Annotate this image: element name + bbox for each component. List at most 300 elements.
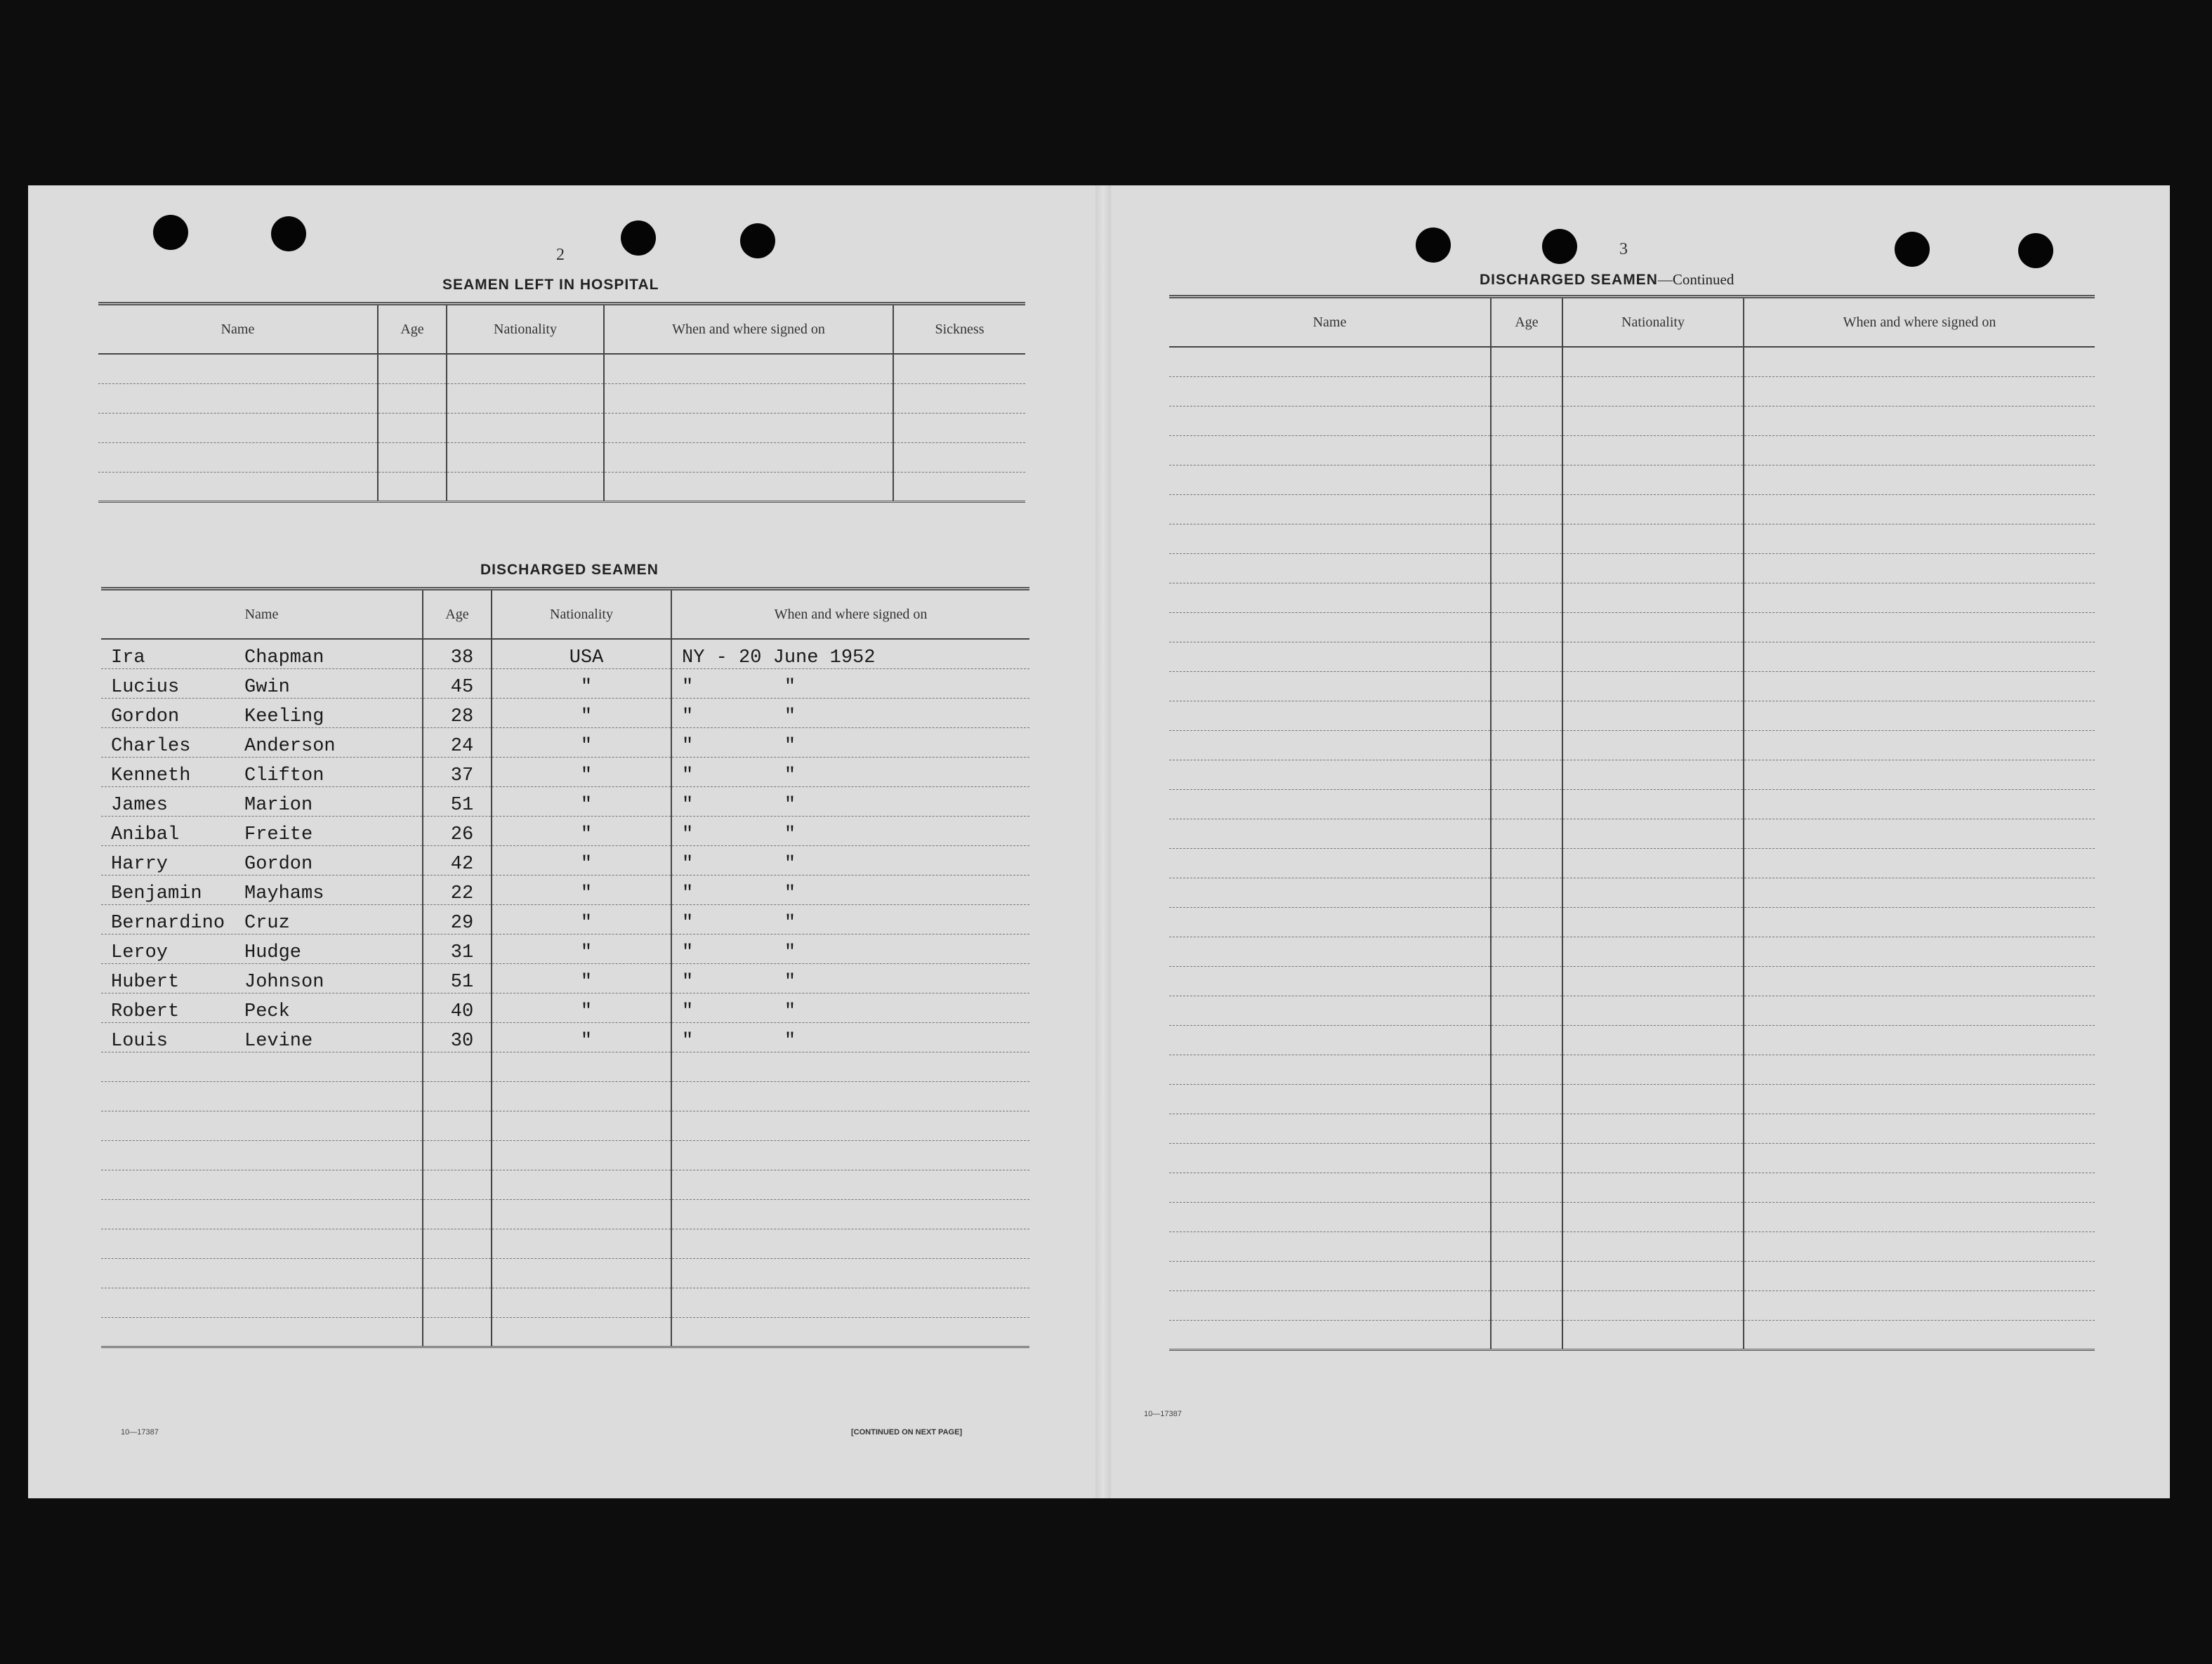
empty-cell	[1491, 1290, 1562, 1320]
table-row	[1169, 1290, 2095, 1320]
empty-cell	[1562, 553, 1744, 583]
empty-cell	[1169, 406, 1491, 435]
empty-cell	[1562, 819, 1744, 848]
seaman-nationality: "	[492, 993, 671, 1022]
empty-cell	[1169, 996, 1491, 1025]
empty-cell	[492, 1170, 671, 1199]
seaman-name	[101, 993, 423, 1022]
empty-cell	[1744, 524, 2095, 553]
empty-cell	[1491, 878, 1562, 907]
last-name: Levine	[244, 1030, 313, 1052]
seaman-nationality: "	[492, 1022, 671, 1052]
table-row	[101, 786, 1029, 816]
empty-cell	[1562, 1143, 1744, 1173]
empty-cell	[1562, 465, 1744, 494]
hospital-section-title: SEAMEN LEFT IN HOSPITAL	[442, 277, 659, 293]
seaman-nationality: "	[492, 727, 671, 757]
seaman-age: 51	[423, 786, 492, 816]
empty-cell	[1491, 1114, 1562, 1143]
empty-cell	[492, 1258, 671, 1288]
column-header-name: Name	[98, 304, 378, 355]
table-row	[101, 1022, 1029, 1052]
column-header-nationality: Nationality	[492, 589, 671, 640]
empty-cell	[1491, 1320, 1562, 1349]
table-row	[101, 1317, 1029, 1347]
table-row	[101, 993, 1029, 1022]
empty-cell	[1169, 465, 1491, 494]
table-row	[1169, 553, 2095, 583]
empty-cell	[1169, 878, 1491, 907]
last-name: Marion	[244, 794, 313, 816]
table-row	[1169, 1202, 2095, 1232]
empty-cell	[1169, 376, 1491, 406]
empty-cell	[492, 1052, 671, 1081]
column-header-signed-on: When and where signed on	[1744, 297, 2095, 348]
empty-cell	[101, 1140, 423, 1170]
table-row	[101, 1170, 1029, 1199]
empty-cell	[1562, 671, 1744, 701]
empty-cell	[1562, 1261, 1744, 1290]
empty-cell	[1744, 1290, 2095, 1320]
column-header-signed-on: When and where signed on	[671, 589, 1029, 640]
continued-note: [CONTINUED ON NEXT PAGE]	[851, 1428, 963, 1437]
first-name: Charles	[111, 735, 191, 757]
empty-cell	[1169, 583, 1491, 612]
empty-cell	[1744, 701, 2095, 730]
seaman-nationality: "	[492, 875, 671, 904]
last-name: Freite	[244, 824, 313, 845]
discharged-table	[101, 587, 1029, 1348]
last-name: Hudge	[244, 942, 302, 963]
empty-cell	[492, 1288, 671, 1317]
empty-cell	[1744, 1232, 2095, 1261]
table-row	[1169, 819, 2095, 848]
empty-cell	[1744, 878, 2095, 907]
empty-cell	[1562, 848, 1744, 878]
empty-cell	[1491, 1261, 1562, 1290]
empty-cell	[1744, 494, 2095, 524]
seaman-age: 38	[423, 639, 492, 668]
first-name: Benjamin	[111, 883, 202, 904]
empty-cell	[1169, 848, 1491, 878]
last-name: Anderson	[244, 735, 336, 757]
empty-cell	[1169, 1261, 1491, 1290]
seaman-signed-on: " "	[671, 845, 1029, 875]
empty-cell	[423, 1199, 492, 1229]
empty-cell	[1744, 406, 2095, 435]
table-row	[1169, 1261, 2095, 1290]
seaman-nationality: "	[492, 845, 671, 875]
empty-cell	[101, 1199, 423, 1229]
table-row	[101, 668, 1029, 698]
first-name: Robert	[111, 1001, 180, 1022]
table-row	[98, 354, 1025, 383]
seaman-age: 37	[423, 757, 492, 786]
table-row	[1169, 465, 2095, 494]
empty-cell	[1562, 878, 1744, 907]
empty-cell	[671, 1229, 1029, 1258]
first-name: Leroy	[111, 942, 169, 963]
table-row	[1169, 966, 2095, 996]
empty-cell	[1169, 494, 1491, 524]
seaman-nationality: "	[492, 757, 671, 786]
empty-cell	[1491, 671, 1562, 701]
empty-cell	[1562, 1320, 1744, 1349]
empty-cell	[1491, 465, 1562, 494]
table-row	[1169, 1232, 2095, 1261]
empty-cell	[1491, 730, 1562, 760]
table-row	[101, 904, 1029, 934]
empty-cell	[1562, 494, 1744, 524]
empty-cell	[1744, 789, 2095, 819]
table-row	[1169, 878, 2095, 907]
empty-cell	[1169, 642, 1491, 671]
last-name: Chapman	[244, 647, 324, 668]
empty-cell	[1169, 553, 1491, 583]
table-row	[101, 1199, 1029, 1229]
last-name: Johnson	[244, 971, 324, 993]
empty-cell	[492, 1111, 671, 1140]
empty-cell	[101, 1317, 423, 1347]
empty-cell	[1744, 730, 2095, 760]
table-row	[1169, 671, 2095, 701]
document-sheet	[28, 185, 2170, 1498]
empty-cell	[1562, 1025, 1744, 1055]
empty-cell	[1562, 701, 1744, 730]
empty-cell	[1491, 760, 1562, 789]
empty-cell	[1562, 1290, 1744, 1320]
empty-cell	[1491, 1055, 1562, 1084]
last-name: Gordon	[244, 853, 313, 875]
first-name: Harry	[111, 853, 169, 875]
empty-cell	[1491, 494, 1562, 524]
seaman-name	[101, 963, 423, 993]
empty-cell	[1169, 701, 1491, 730]
table-row	[1169, 1025, 2095, 1055]
empty-cell	[423, 1288, 492, 1317]
empty-cell	[101, 1258, 423, 1288]
empty-cell	[1169, 1114, 1491, 1143]
seaman-signed-on: " "	[671, 698, 1029, 727]
empty-cell	[1491, 819, 1562, 848]
empty-cell	[1744, 612, 2095, 642]
column-header-signed-on: When and where signed on	[604, 304, 893, 355]
empty-cell	[1562, 1202, 1744, 1232]
empty-cell	[1491, 583, 1562, 612]
table-row	[1169, 583, 2095, 612]
first-name: Lucius	[111, 676, 180, 698]
table-row	[101, 757, 1029, 786]
empty-cell	[1169, 347, 1491, 376]
table-row	[1169, 524, 2095, 553]
column-header-name: Name	[101, 589, 423, 640]
empty-cell	[1169, 1143, 1491, 1173]
empty-cell	[1744, 671, 2095, 701]
empty-cell	[1491, 612, 1562, 642]
empty-cell	[1169, 524, 1491, 553]
table-row	[98, 383, 1025, 413]
first-name: Kenneth	[111, 765, 191, 786]
seaman-signed-on: " "	[671, 816, 1029, 845]
empty-cell	[1744, 996, 2095, 1025]
empty-cell	[1491, 553, 1562, 583]
empty-cell	[1744, 1320, 2095, 1349]
seaman-age: 42	[423, 845, 492, 875]
table-row	[1169, 701, 2095, 730]
page-number: 2	[556, 246, 565, 264]
last-name: Keeling	[244, 706, 324, 727]
empty-cell	[1744, 907, 2095, 937]
empty-cell	[1562, 966, 1744, 996]
table-row	[101, 727, 1029, 757]
left-page	[28, 185, 1095, 1498]
first-name: Hubert	[111, 971, 180, 993]
column-header-age: Age	[1491, 297, 1562, 348]
title-suffix: —Continued	[1657, 271, 1734, 288]
empty-cell	[1491, 524, 1562, 553]
table-row	[1169, 1055, 2095, 1084]
empty-cell	[671, 1170, 1029, 1199]
empty-cell	[1562, 760, 1744, 789]
table-row	[1169, 996, 2095, 1025]
empty-cell	[1744, 1114, 2095, 1143]
empty-cell	[1562, 524, 1744, 553]
empty-cell	[1169, 671, 1491, 701]
empty-cell	[1169, 1173, 1491, 1202]
empty-cell	[101, 1288, 423, 1317]
seaman-age: 26	[423, 816, 492, 845]
discharged-continued-title	[1480, 271, 1734, 289]
seaman-signed-on: " "	[671, 786, 1029, 816]
first-name: Gordon	[111, 706, 180, 727]
table-row	[1169, 1084, 2095, 1114]
table-row	[101, 845, 1029, 875]
seaman-name	[101, 1022, 423, 1052]
empty-cell	[1169, 1232, 1491, 1261]
empty-cell	[1562, 996, 1744, 1025]
seaman-name	[101, 639, 423, 668]
table-row	[1169, 435, 2095, 465]
empty-cell	[1491, 1143, 1562, 1173]
discharged-continued-table	[1169, 295, 2095, 1351]
empty-cell	[1744, 966, 2095, 996]
empty-cell	[492, 1140, 671, 1170]
table-row	[101, 1081, 1029, 1111]
table-row	[101, 875, 1029, 904]
empty-cell	[423, 1081, 492, 1111]
empty-cell	[492, 1081, 671, 1111]
empty-cell	[423, 1052, 492, 1081]
empty-cell	[1744, 1261, 2095, 1290]
empty-cell	[1491, 789, 1562, 819]
table-row	[98, 472, 1025, 501]
empty-cell	[101, 1052, 423, 1081]
table-row	[101, 963, 1029, 993]
empty-cell	[1744, 553, 2095, 583]
last-name: Mayhams	[244, 883, 324, 904]
empty-cell	[1169, 760, 1491, 789]
empty-cell	[423, 1170, 492, 1199]
seaman-name	[101, 845, 423, 875]
empty-cell	[1169, 1320, 1491, 1349]
table-row	[101, 1052, 1029, 1081]
empty-cell	[671, 1052, 1029, 1081]
empty-cell	[492, 1317, 671, 1347]
table-row	[101, 639, 1029, 668]
empty-cell	[1169, 907, 1491, 937]
column-header-sickness: Sickness	[893, 304, 1025, 355]
empty-cell	[1562, 642, 1744, 671]
empty-cell	[1491, 1025, 1562, 1055]
last-name: Peck	[244, 1001, 290, 1022]
seaman-nationality: "	[492, 904, 671, 934]
empty-cell	[1562, 583, 1744, 612]
table-row	[1169, 730, 2095, 760]
seaman-signed-on: " "	[671, 1022, 1029, 1052]
seaman-name	[101, 757, 423, 786]
table-row	[101, 1140, 1029, 1170]
seaman-signed-on: " "	[671, 757, 1029, 786]
empty-cell	[1744, 848, 2095, 878]
seaman-name	[101, 904, 423, 934]
empty-cell	[1562, 789, 1744, 819]
first-name: James	[111, 794, 169, 816]
table-row	[1169, 937, 2095, 966]
column-header-nationality: Nationality	[447, 304, 604, 355]
seaman-signed-on: " "	[671, 993, 1029, 1022]
column-header-name: Name	[1169, 297, 1491, 348]
seaman-name	[101, 698, 423, 727]
table-row	[1169, 406, 2095, 435]
seaman-age: 51	[423, 963, 492, 993]
first-name: Anibal	[111, 824, 180, 845]
table-row	[1169, 494, 2095, 524]
empty-cell	[492, 1199, 671, 1229]
seaman-nationality: "	[492, 934, 671, 963]
empty-cell	[1562, 347, 1744, 376]
empty-cell	[1169, 937, 1491, 966]
empty-cell	[423, 1229, 492, 1258]
seaman-name	[101, 875, 423, 904]
table-row	[101, 1288, 1029, 1317]
first-name: Bernardino	[111, 912, 225, 934]
table-row	[1169, 642, 2095, 671]
empty-cell	[1491, 1202, 1562, 1232]
empty-cell	[1169, 1025, 1491, 1055]
empty-cell	[101, 1111, 423, 1140]
seaman-signed-on: " "	[671, 963, 1029, 993]
empty-cell	[671, 1288, 1029, 1317]
table-row	[1169, 1143, 2095, 1173]
empty-cell	[1169, 966, 1491, 996]
empty-cell	[492, 1229, 671, 1258]
empty-cell	[1491, 642, 1562, 671]
empty-cell	[1562, 1173, 1744, 1202]
empty-cell	[101, 1229, 423, 1258]
column-header-age: Age	[423, 589, 492, 640]
empty-cell	[1562, 937, 1744, 966]
seaman-signed-on: NY - 20 June 1952	[671, 639, 1029, 668]
seaman-age: 28	[423, 698, 492, 727]
empty-cell	[1562, 376, 1744, 406]
empty-cell	[671, 1111, 1029, 1140]
table-row	[101, 698, 1029, 727]
empty-cell	[101, 1081, 423, 1111]
page-number: 3	[1619, 240, 1628, 258]
empty-cell	[1491, 996, 1562, 1025]
empty-cell	[1562, 435, 1744, 465]
empty-cell	[671, 1140, 1029, 1170]
empty-cell	[1169, 1084, 1491, 1114]
empty-cell	[1744, 1202, 2095, 1232]
seaman-name	[101, 727, 423, 757]
seaman-age: 30	[423, 1022, 492, 1052]
empty-cell	[1491, 937, 1562, 966]
table-row	[98, 413, 1025, 442]
empty-cell	[671, 1081, 1029, 1111]
empty-cell	[1562, 907, 1744, 937]
empty-cell	[1169, 1055, 1491, 1084]
empty-cell	[1169, 1290, 1491, 1320]
empty-cell	[1744, 376, 2095, 406]
seaman-nationality: "	[492, 698, 671, 727]
empty-cell	[1744, 1055, 2095, 1084]
empty-cell	[1491, 1084, 1562, 1114]
table-row	[1169, 760, 2095, 789]
seaman-signed-on: " "	[671, 904, 1029, 934]
empty-cell	[1491, 1232, 1562, 1261]
table-row	[1169, 612, 2095, 642]
empty-cell	[1169, 612, 1491, 642]
empty-cell	[1744, 1173, 2095, 1202]
empty-cell	[671, 1258, 1029, 1288]
empty-cell	[1562, 1084, 1744, 1114]
empty-cell	[1744, 937, 2095, 966]
empty-cell	[1744, 760, 2095, 789]
empty-cell	[1744, 819, 2095, 848]
seaman-age: 40	[423, 993, 492, 1022]
seaman-age: 31	[423, 934, 492, 963]
column-header-age: Age	[378, 304, 447, 355]
empty-cell	[1562, 1232, 1744, 1261]
empty-cell	[1491, 907, 1562, 937]
seaman-age: 22	[423, 875, 492, 904]
table-row	[1169, 347, 2095, 376]
last-name: Gwin	[244, 676, 290, 698]
seaman-name	[101, 668, 423, 698]
empty-cell	[1491, 435, 1562, 465]
seaman-name	[101, 816, 423, 845]
empty-cell	[1744, 1143, 2095, 1173]
empty-cell	[1562, 1114, 1744, 1143]
empty-cell	[671, 1317, 1029, 1347]
empty-cell	[1744, 1025, 2095, 1055]
empty-cell	[1169, 730, 1491, 760]
seaman-nationality: "	[492, 668, 671, 698]
empty-cell	[1562, 730, 1744, 760]
empty-cell	[1562, 612, 1744, 642]
empty-cell	[1169, 1202, 1491, 1232]
empty-cell	[1744, 435, 2095, 465]
table-row	[1169, 1114, 2095, 1143]
empty-cell	[101, 1170, 423, 1199]
last-name: Cruz	[244, 912, 290, 934]
empty-cell	[1491, 701, 1562, 730]
table-row	[101, 816, 1029, 845]
form-number: 10—17387	[1144, 1410, 1182, 1418]
seaman-nationality: "	[492, 816, 671, 845]
seaman-signed-on: " "	[671, 668, 1029, 698]
